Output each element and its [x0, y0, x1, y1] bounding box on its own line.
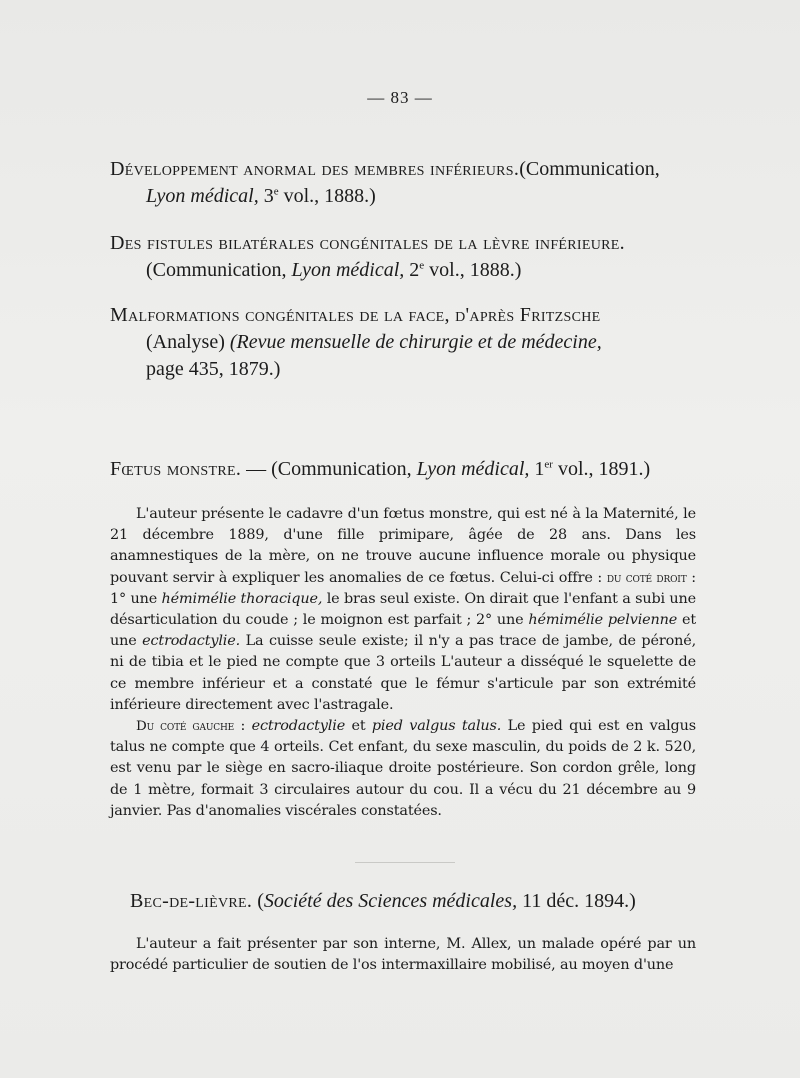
entry-title: Malformations congénitales de la face, d'après Fritzsche	[110, 304, 601, 326]
volume-rest: vol., 1888.)	[283, 185, 376, 207]
entry-title: Fœtus monstre.	[110, 458, 242, 480]
volume-number: 2	[409, 259, 420, 281]
volume-number: 1	[534, 458, 545, 480]
section-divider	[355, 862, 455, 863]
entry-title: Développement anormal des membres inférieurs.	[110, 158, 520, 180]
entry-paren: (	[257, 890, 264, 912]
text-run: L'auteur présente le cadavre d'un fœtus monstre, qui est né à la Maternité, le 21 décembre 1889, d'une fille primipare, âgée de 28 ans. Dans les anamnestiques de la mère, on ne trouve aucune influence morale ou physique pouvant servir à expliquer les anomalies de ce fœtus. Celui-ci offre :	[110, 506, 696, 586]
entry-developpement	[110, 156, 700, 210]
volume-rest: vol., 1891.)	[557, 458, 651, 480]
journal-name: Lyon médical,	[416, 458, 530, 480]
entry-heading	[110, 156, 700, 210]
text-run-italic: hémimélie thoracique,	[161, 590, 323, 607]
entry-fistules	[110, 230, 700, 284]
text-run-italic: hémimélie pelvienne	[528, 612, 678, 629]
text-run: La cuisse seule existe; il n'y a pas trace de jambe, de péroné, ni de tibia et le pied ne compte que 3 orteils L'auteur a disséqué le squelette de ce membre inférieur et a constaté que le fémur s'articule par son extrémité inférieure directement avec l'astragale.	[110, 633, 696, 713]
journal-name: Lyon médical,	[291, 259, 405, 281]
volume-rest: vol., 1888.)	[429, 259, 522, 281]
bec-body	[110, 934, 696, 976]
entry-malformations	[110, 302, 700, 383]
entry-page-ref: page 435, 1879.)	[146, 358, 281, 380]
entry-foetus	[110, 456, 710, 483]
text-run: : 1° une	[110, 569, 696, 607]
entry-title: Bec-de-lièvre.	[130, 890, 253, 912]
text-run-italic: ectrodactylie.	[142, 633, 241, 650]
entry-heading	[110, 230, 700, 284]
entry-prefix: (Analyse)	[146, 331, 225, 353]
foetus-paragraph-1	[110, 504, 696, 716]
journal-name: Société des Sciences médicales,	[263, 890, 518, 912]
entry-title-rest: (Communication,	[519, 158, 660, 180]
foetus-paragraph-2	[110, 716, 696, 822]
text-run: Le pied qui est en valgus talus ne compte que 4 orteils. Cet enfant, du sexe masculin, du poids de 2 k. 520, est venu par le siège en sacro-iliaque droite postérieure. Son cordon grêle, long de 1 mètre, formait 3 circulaires autour du cou. Il a vécu du 21 décembre au 9 janvier. Pas d'anomalies viscérales constatées.	[110, 718, 696, 819]
text-run-italic: pied valgus talus.	[371, 718, 502, 735]
entry-prefix: (Communication,	[146, 259, 287, 281]
volume-number: 3	[263, 185, 274, 207]
journal-name: Lyon médical,	[146, 185, 259, 207]
foetus-body	[110, 504, 696, 822]
entry-heading	[110, 456, 710, 483]
text-run-italic: ectrodactylie	[251, 718, 346, 735]
entry-title: Des fistules bilatérales congénitales de la lèvre inférieure.	[110, 232, 625, 254]
journal-name: (Revue mensuelle de chirurgie et de médecine,	[229, 331, 602, 353]
bec-paragraph-1: L'auteur a fait présenter par son interne, M. Allex, un malade opéré par un procédé particulier de soutien de l'os intermaxillaire mobilisé, au moyen d'une	[110, 936, 696, 974]
entry-title-rest: — (Communication,	[246, 458, 412, 480]
entry-date: 11 déc. 1894.)	[522, 890, 636, 912]
text-run-smallcaps: Du coté gauche	[136, 719, 235, 735]
entry-heading	[110, 888, 700, 915]
volume-suffix: e	[419, 259, 425, 272]
text-run: :	[240, 718, 246, 735]
entry-bec-de-lievre	[110, 888, 700, 915]
entry-heading	[110, 302, 700, 383]
text-run-smallcaps: du coté droit	[606, 570, 687, 586]
page-number: — 83 —	[367, 88, 433, 107]
volume-suffix: e	[273, 185, 279, 198]
volume-suffix: er	[544, 458, 553, 471]
text-run: et	[351, 718, 366, 735]
text-run: le bras seul existe. On dirait que l'enfant a subi une désarticulation du coude ; le moignon est parfait ; 2° une	[110, 590, 696, 629]
text-run: et une	[110, 612, 696, 650]
